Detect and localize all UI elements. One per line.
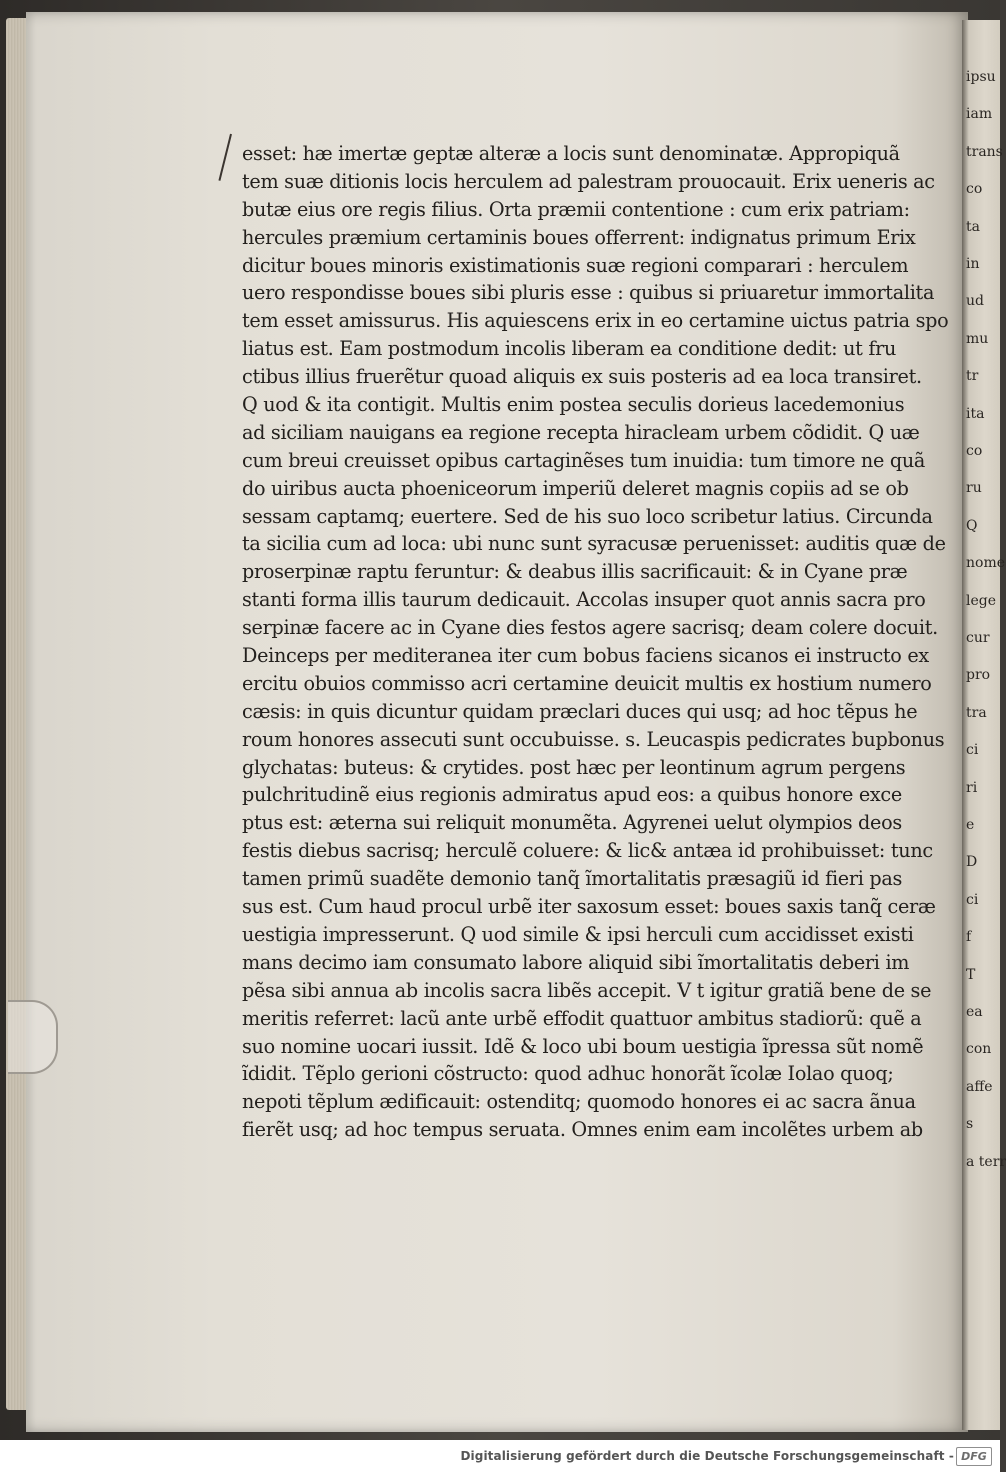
text-line: hercules præmium certaminis boues offerrent: indignatus primum Erix <box>242 225 916 249</box>
text-line: ĩdidit. Tẽplo gerioni cõstructo: quod adhuc honorãt ĩcolæ Iolao quoq; <box>242 1062 894 1086</box>
facing-page-fragment: mu <box>966 330 989 347</box>
text-line: ctibus illius fruerẽtur quoad aliquis ex suis posteris ad ea loca transiret. <box>242 365 922 389</box>
facing-page-fragment: f <box>966 929 972 946</box>
facing-page-fragment: a terr <box>966 1153 1006 1170</box>
text-line: tem esset amissurus. His aquiescens erix in eo certamine uictus patria spo <box>242 309 949 333</box>
facing-page-edge <box>962 20 1006 1430</box>
text-line: festis diebus sacrisq; herculẽ coluere: & lic& antæa id prohibuisset: tunc <box>242 839 933 863</box>
text-line: liatus est. Eam postmodum incolis liberam ea conditione dedit: ut fru <box>242 337 897 361</box>
text-line: glychatas: buteus: & crytides. post hæc per leontinum agrum pergens <box>242 755 906 779</box>
facing-page-fragment: T <box>966 966 976 983</box>
facing-page-fragment: Q <box>966 517 978 534</box>
text-line: cum breui creuisset opibus cartaginẽses tum inuidia: tum timore ne quã <box>242 448 926 472</box>
text-line: uestigia impresserunt. Q uod simile & ipsi herculi cum accidisset existi <box>242 922 914 946</box>
facing-page-fragment: pro <box>966 667 991 684</box>
facing-page-fragment: cur <box>966 630 990 646</box>
dfg-logo: DFG <box>956 1447 992 1466</box>
text-line: proserpinæ raptu feruntur: & deabus illis sacrificauit: & in Cyane præ <box>242 560 908 584</box>
footer-bar <box>0 1440 1000 1472</box>
facing-page-fragment: in <box>966 256 980 272</box>
text-line: pulchritudinẽ eius regionis admiratus apud eos: a quibus honore exce <box>242 783 902 807</box>
facing-page-fragment: iam <box>966 106 993 123</box>
text-line: tem suæ ditionis locis herculem ad palestram prouocauit. Erix ueneris ac <box>242 169 935 193</box>
text-line: mans decimo iam consumato labore aliquid sibi ĩmortalitatis deberi im <box>242 950 910 974</box>
text-line: stanti forma illis taurum dedicauit. Accolas insuper quot annis sacra pro <box>242 588 926 612</box>
text-line: pẽsa sibi annua ab incolis sacra libẽs accepit. V t igitur gratiã bene de se <box>242 978 932 1002</box>
text-line: Q uod & ita contigit. Multis enim postea seculis dorieus lacedemonius <box>242 393 905 417</box>
facing-page-fragment: trans <box>966 143 1003 160</box>
facing-page-fragment: ud <box>966 293 984 310</box>
facing-page-fragment: ri <box>966 779 978 796</box>
text-line: cæsis: in quis dicuntur quidam præclari duces qui usq; ad hoc tẽpus he <box>242 699 918 723</box>
facing-page-fragment: nome <box>966 555 1006 572</box>
text-line: butæ eius ore regis filius. Orta præmii contentione : cum erix patriam: <box>242 197 910 221</box>
facing-page-fragment: tr <box>966 368 979 385</box>
facing-page-fragment: ru <box>966 480 982 497</box>
text-line: ercitu obuios commisso acri certamine deuicit multis ex hostium numero <box>242 671 932 695</box>
text-line: tamen primũ suadẽte demonio tanq̃ ĩmortalitatis præsagiũ id fieri pas <box>242 867 903 891</box>
facing-page-fragment: co <box>966 443 983 459</box>
text-line: sessam captamq; euertere. Sed de his suo loco scribetur latius. Circunda <box>242 504 933 528</box>
text-line: meritis referret: lacũ ante urbẽ effodit quattuor ambitus stadiorũ: quẽ a <box>242 1006 922 1030</box>
text-line: nepoti tẽplum ædificauit: ostenditq; quomodo honores ei ac sacra ãnua <box>242 1090 916 1114</box>
text-line: do uiribus aucta phoeniceorum imperiũ deleret magnis copiis ad se ob <box>242 476 909 500</box>
text-line: serpinæ facere ac in Cyane dies festos agere sacrisq; deam colere docuit. <box>242 616 938 640</box>
facing-page-fragment: affe <box>966 1078 993 1095</box>
facing-page-fragment: s <box>966 1116 974 1133</box>
page-clip <box>8 1000 58 1074</box>
facing-page-fragment: ci <box>966 891 979 908</box>
printed-text-block <box>242 140 949 1144</box>
facing-page-fragment: ci <box>966 742 979 759</box>
text-line: suo nomine uocari iussit. Idẽ & loco ubi boum uestigia ĩpressa sũt nomẽ <box>242 1034 924 1058</box>
text-line: fierẽt usq; ad hoc tempus seruata. Omnes enim eam incolẽtes urbem ab <box>242 1118 923 1142</box>
text-line: dicitur boues minoris existimationis suæ regioni comparari : herculem <box>242 253 909 277</box>
facing-page-fragment: ita <box>966 405 985 422</box>
text-line: roum honores assecuti sunt occubuisse. s. Leucaspis pedicrates bupbonus <box>242 727 945 751</box>
facing-page-fragment: ipsu <box>966 69 996 85</box>
facing-page-fragment: lege <box>966 592 997 609</box>
text-line: uero respondisse boues sibi pluris esse : quibus si priuaretur immortalita <box>242 281 935 305</box>
facing-page-fragment: ta <box>966 218 980 235</box>
text-line: ta sicilia cum ad loca: ubi nunc sunt syracusæ peruenisset: auditis quæ de <box>242 532 946 556</box>
text-line: esset: hæ imertæ geptæ alteræ a locis sunt denominatæ. Appropiquã <box>242 142 900 165</box>
facing-page-fragment: co <box>966 181 983 198</box>
facing-page-fragment: ea <box>966 1004 983 1020</box>
text-line: Deinceps per mediteranea iter cum bobus faciens sicanos ei instructo ex <box>242 644 929 668</box>
facing-page-fragment: e <box>966 817 975 833</box>
footer-credit: Digitalisierung gefördert durch die Deutsche Forschungsgemeinschaft - <box>460 1449 954 1463</box>
text-line: ptus est: æterna sui reliquit monumẽta. Agyrenei uelut olympios deos <box>242 811 902 835</box>
text-line: sus est. Cum haud procul urbẽ iter saxosum esset: boues saxis tanq̃ ceræ <box>242 895 936 919</box>
facing-page-fragment: con <box>966 1041 992 1058</box>
text-line: ad siciliam nauigans ea regione recepta hiracleam urbem cõdidit. Q uæ <box>242 420 920 444</box>
facing-page-fragment: tra <box>966 704 987 721</box>
facing-page-fragment: D <box>966 854 978 871</box>
